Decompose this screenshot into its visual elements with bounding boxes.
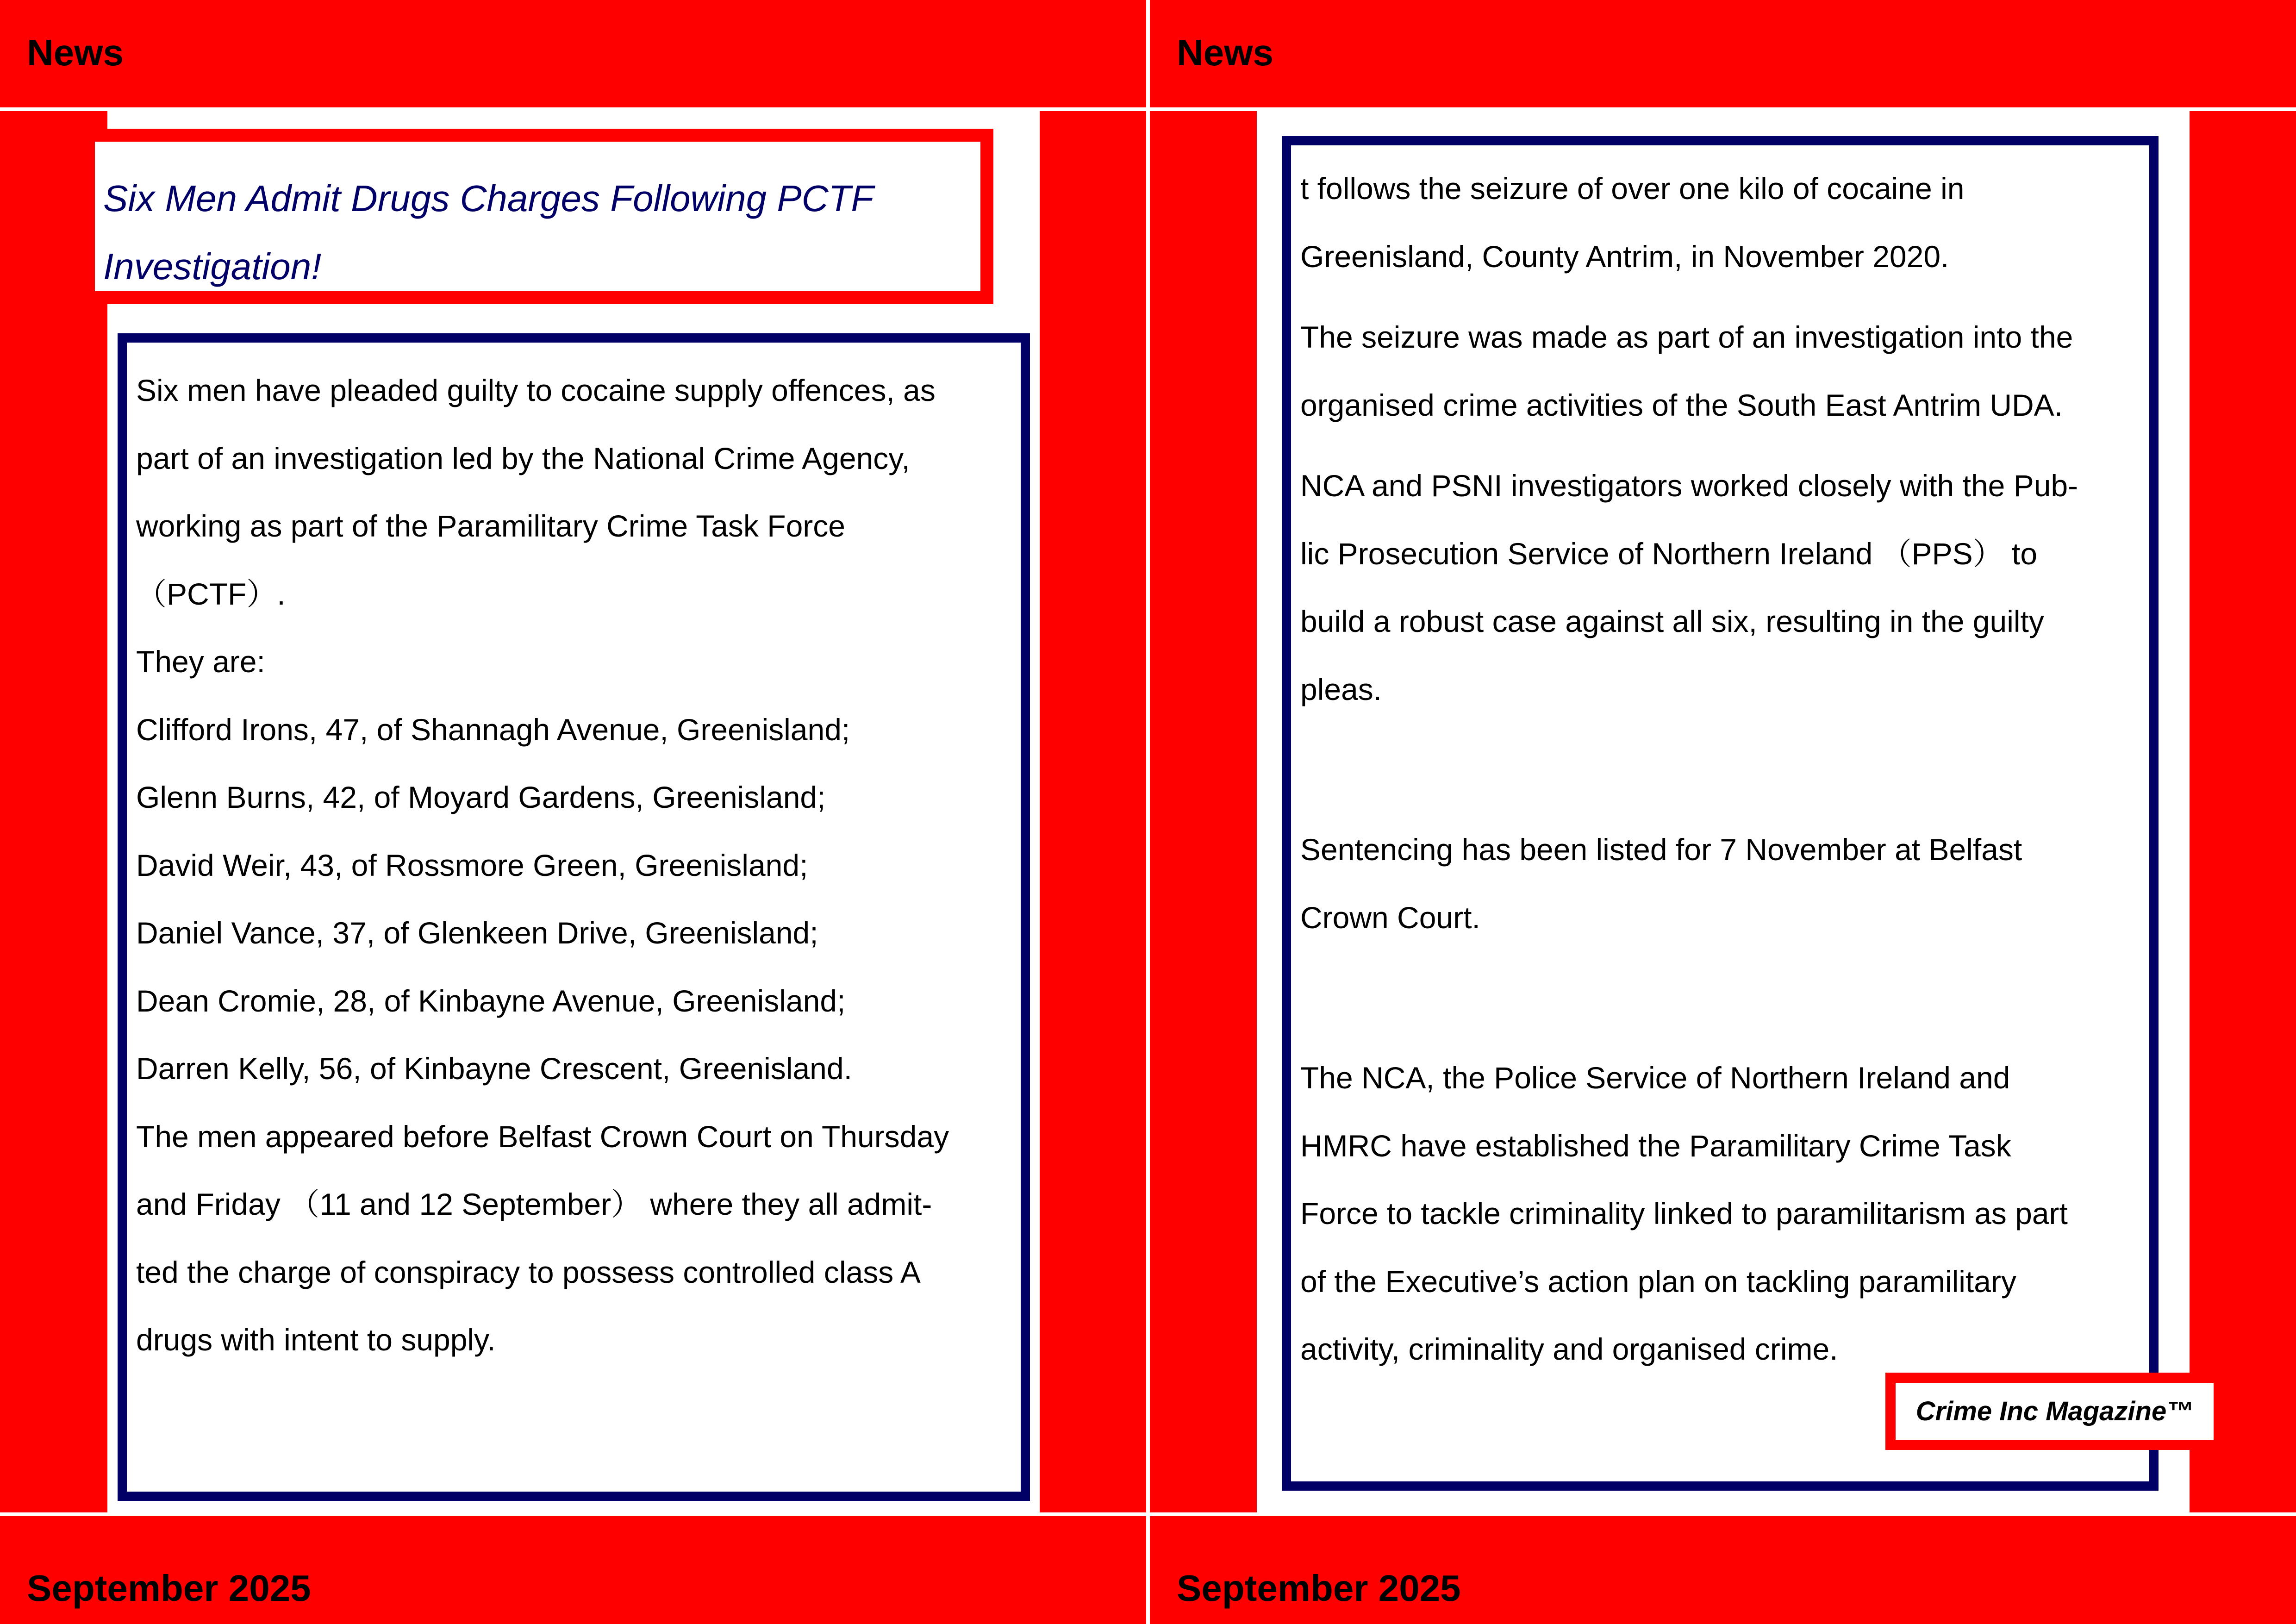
left-header-label: News bbox=[27, 32, 124, 73]
body-line: Crown Court. bbox=[1300, 900, 1480, 935]
body-line: build a robust case against all six, resulting in the guilty bbox=[1300, 604, 2044, 638]
magazine-badge-text: Crime Inc Magazine™ bbox=[1915, 1396, 2194, 1426]
right-header-label: News bbox=[1177, 32, 1273, 73]
right-header-bar bbox=[1150, 0, 2296, 107]
body-line: The men appeared before Belfast Crown Court on Thursday bbox=[136, 1119, 949, 1154]
body-line: Glenn Burns, 42, of Moyard Gardens, Greenisland; bbox=[136, 780, 826, 814]
body-line: Sentencing has been listed for 7 November at Belfast bbox=[1300, 832, 2022, 867]
body-line: Greenisland, County Antrim, in November 2020. bbox=[1300, 239, 1949, 274]
body-line: Daniel Vance, 37, of Glenkeen Drive, Greenisland; bbox=[136, 916, 818, 950]
body-line: （PCTF）. bbox=[136, 576, 286, 611]
title-line: Investigation! bbox=[103, 245, 322, 287]
body-line: working as part of the Paramilitary Crime Task Force bbox=[136, 509, 845, 543]
body-line: HMRC have established the Paramilitary Crime Task bbox=[1300, 1128, 2011, 1163]
left-side-stripe bbox=[0, 107, 107, 1516]
paragraph-gap bbox=[1300, 439, 2078, 452]
body-line: The NCA, the Police Service of Northern Ireland and bbox=[1300, 1061, 2010, 1095]
left-page bbox=[0, 0, 1146, 1624]
body-line: activity, criminality and organised crime. bbox=[1300, 1332, 1838, 1366]
body-line: They are: bbox=[136, 644, 265, 679]
left-footer-bar bbox=[0, 1516, 1146, 1624]
title-line: Six Men Admit Drugs Charges Following PCTF bbox=[103, 178, 874, 219]
magazine-badge bbox=[1885, 1373, 2224, 1450]
body-line: Dean Cromie, 28, of Kinbayne Avenue, Greenisland; bbox=[136, 983, 846, 1018]
right-footer-bar bbox=[1150, 1516, 2296, 1624]
body-line: part of an investigation led by the National Crime Agency, bbox=[136, 441, 910, 475]
body-line: NCA and PSNI investigators worked closely with the Pub- bbox=[1300, 468, 2078, 503]
body-line: lic Prosecution Service of Northern Ireland （PPS） to bbox=[1300, 536, 2038, 571]
body-line: organised crime activities of the South East Antrim UDA. bbox=[1300, 387, 2063, 422]
body-line: ted the charge of conspiracy to possess controlled class A bbox=[136, 1255, 921, 1289]
body-line: The seizure was made as part of an investigation into the bbox=[1300, 320, 2073, 354]
left-header-bar bbox=[0, 0, 1146, 107]
article-continued-text bbox=[1300, 155, 2078, 1383]
article-body-text bbox=[136, 356, 949, 1374]
right-footer-label: September 2025 bbox=[1177, 1568, 1461, 1609]
paragraph-gap bbox=[1300, 290, 2078, 303]
article-continued-box bbox=[1282, 136, 2159, 1491]
body-line: and Friday （11 and 12 September） where they all admit- bbox=[136, 1187, 932, 1221]
body-line: pleas. bbox=[1300, 672, 1382, 706]
body-line: drugs with intent to supply. bbox=[136, 1323, 496, 1357]
article-title bbox=[103, 158, 983, 294]
left-right-stripe bbox=[1040, 111, 1146, 1516]
article-body-box bbox=[118, 333, 1030, 1501]
page-divider bbox=[1146, 0, 1150, 1624]
article-title-box bbox=[82, 129, 993, 304]
paragraph-gap bbox=[1300, 951, 2078, 1044]
body-line: t follows the seizure of over one kilo of cocaine in bbox=[1300, 171, 1965, 206]
body-line: of the Executive’s action plan on tackling paramilitary bbox=[1300, 1264, 2016, 1299]
right-right-stripe bbox=[2190, 111, 2296, 1516]
footer-divider bbox=[0, 1512, 2296, 1516]
header-divider bbox=[0, 107, 2296, 111]
body-line: Force to tackle criminality linked to paramilitarism as part bbox=[1300, 1196, 2068, 1230]
body-line: Six men have pleaded guilty to cocaine supply offences, as bbox=[136, 373, 936, 407]
right-side-stripe bbox=[1150, 111, 1257, 1516]
body-line: Darren Kelly, 56, of Kinbayne Crescent, Greenisland. bbox=[136, 1051, 852, 1086]
body-line: David Weir, 43, of Rossmore Green, Greenisland; bbox=[136, 848, 808, 882]
body-line: Clifford Irons, 47, of Shannagh Avenue, Greenisland; bbox=[136, 712, 850, 747]
left-footer-label: September 2025 bbox=[27, 1568, 311, 1609]
paragraph-gap bbox=[1300, 723, 2078, 816]
